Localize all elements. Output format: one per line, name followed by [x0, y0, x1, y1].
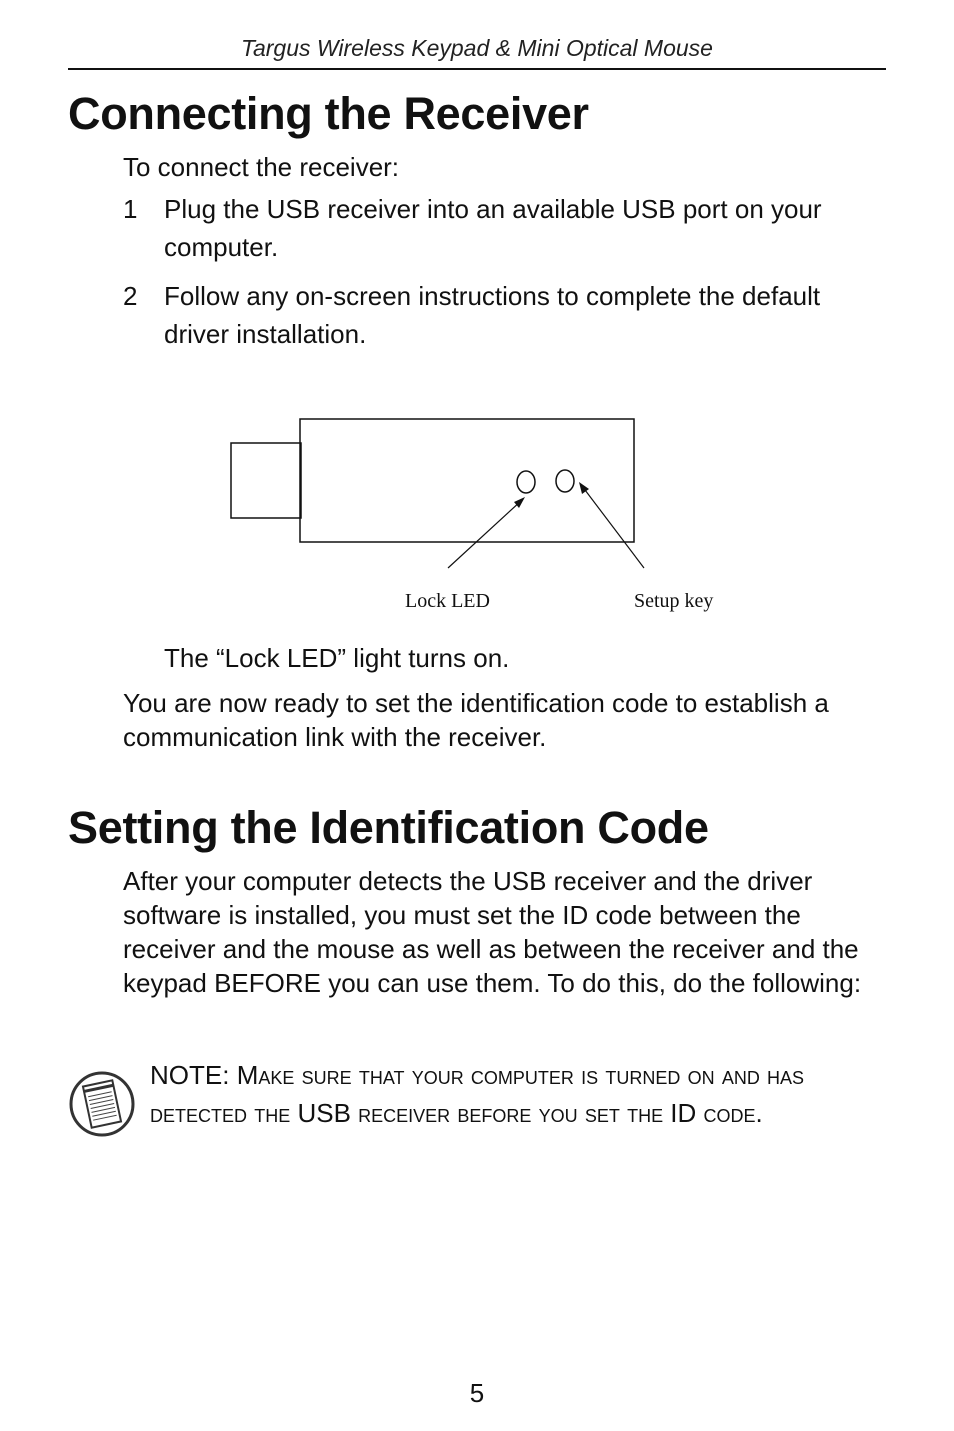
note-text: Make sure that your computer is turned on and has detected the USB receiver before you set the ID code.: [150, 1060, 805, 1128]
setup-key-arrowhead: [579, 482, 589, 494]
receiver-body: [300, 419, 634, 542]
step-1-text: Plug the USB receiver into an available USB port on your computer.: [164, 194, 822, 262]
notepad-icon: [68, 1068, 136, 1140]
lock-led-label: Lock LED: [405, 590, 490, 612]
intro-text: To connect the receiver:: [123, 152, 400, 182]
id-code-paragraph: After your computer detects the USB receiver and the driver software is installed, you must set the ID code between the receiver and the mouse as well as between the receiver and the keypad BEFORE you can use them. To do this, do the following:: [123, 866, 862, 998]
page-number: 5: [469, 1378, 485, 1408]
section-title-connecting: Connecting the Receiver: [68, 88, 589, 139]
section-title-id-code: Setting the Identification Code: [68, 802, 709, 853]
step-2-text: Follow any on-screen instructions to complete the default driver installation.: [164, 281, 821, 349]
usb-plug: [231, 443, 301, 518]
note-label: NOTE:: [150, 1060, 230, 1090]
note-block: [150, 1056, 890, 1132]
setup-key: [556, 470, 574, 492]
step-2-number: 2: [123, 281, 138, 311]
running-header: Targus Wireless Keypad & Mini Optical Mouse: [241, 35, 713, 61]
step-1-number: 1: [123, 194, 138, 224]
setup-key-label: Setup key: [634, 590, 714, 612]
followup-text: You are now ready to set the identification code to establish a communication link with the receiver.: [123, 688, 829, 752]
lock-led-pointer: [448, 500, 522, 568]
usb-receiver-diagram: [228, 416, 728, 616]
lock-led: [517, 471, 535, 493]
result-text: The “Lock LED” light turns on.: [164, 643, 510, 673]
header-divider: [68, 68, 886, 70]
